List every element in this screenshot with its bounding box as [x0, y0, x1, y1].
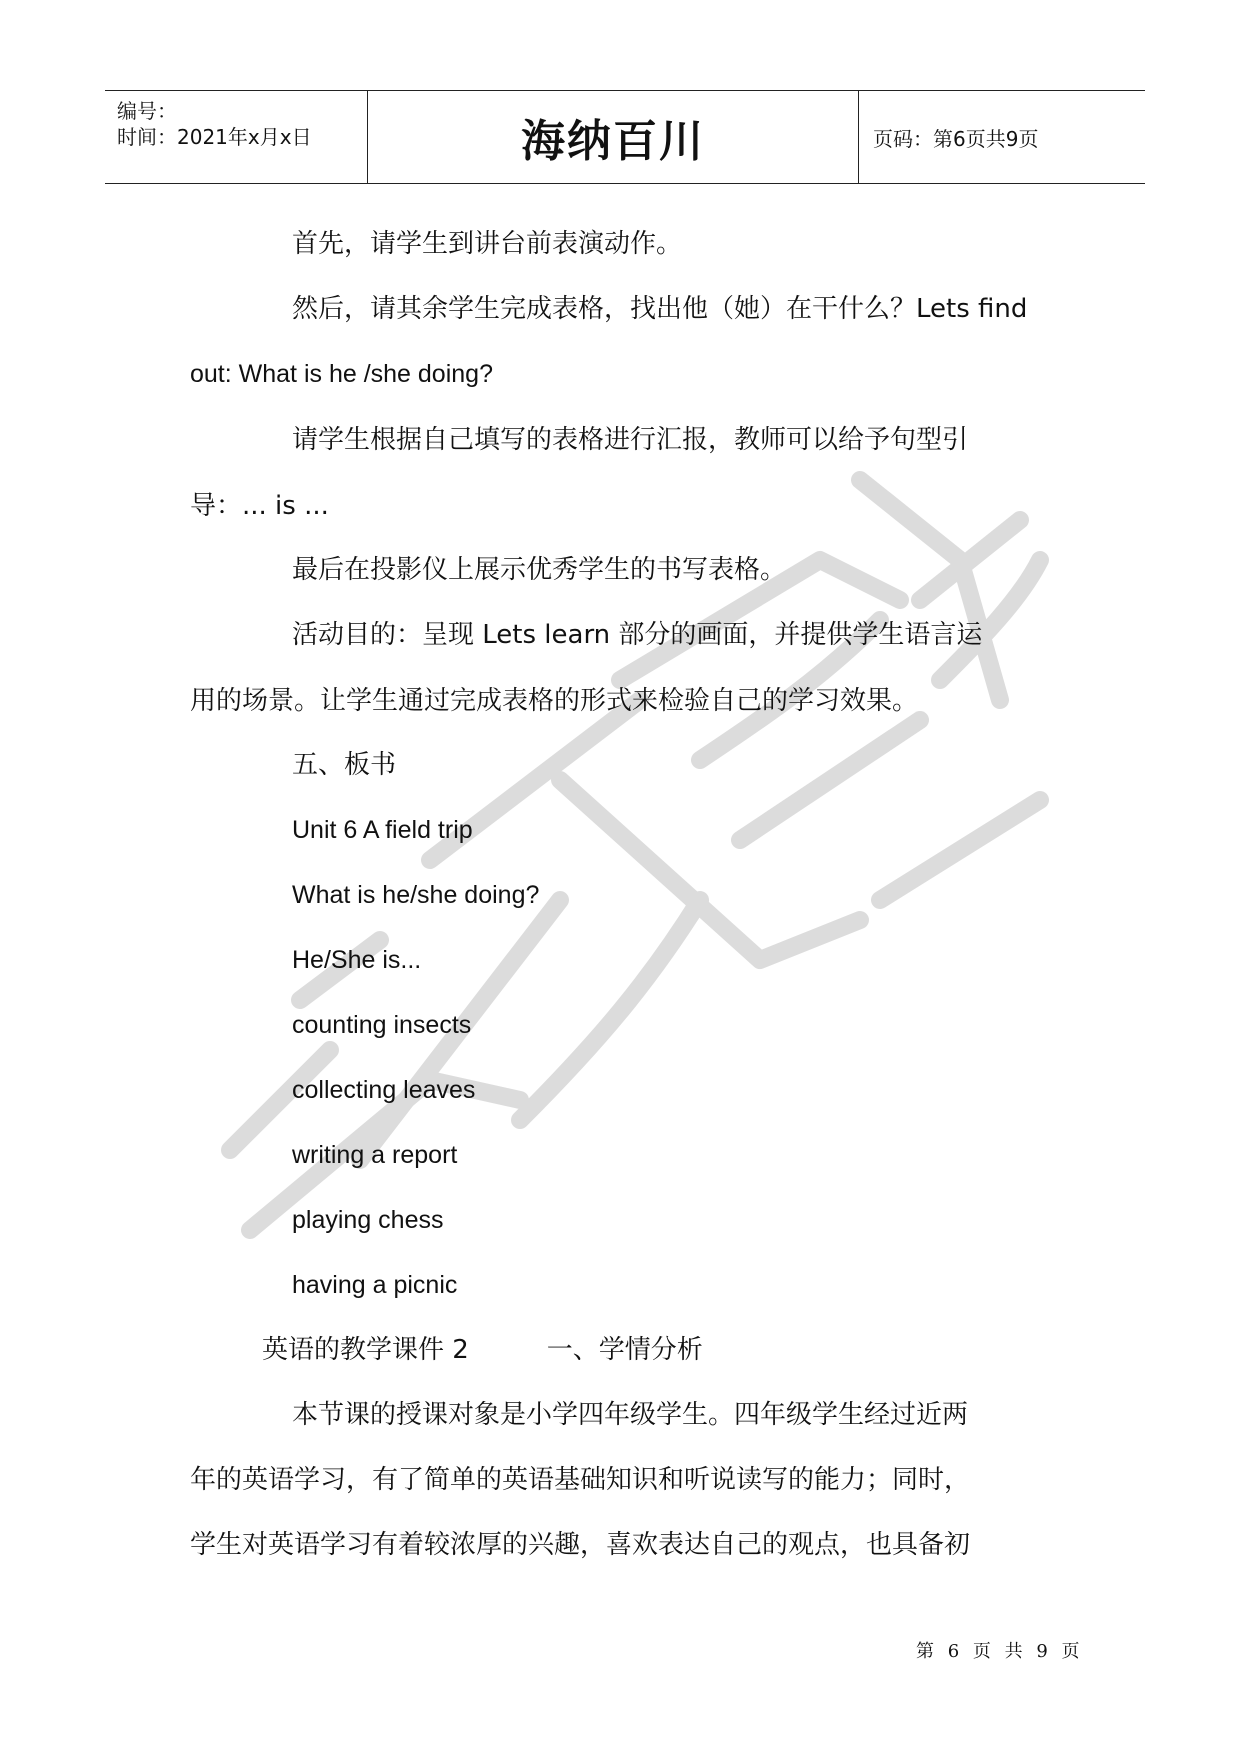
page-number-label: 页码：第6页共9页 [873, 126, 1039, 151]
paragraph-line: 活动目的：呈现 Lets learn 部分的画面，并提供学生语言运 [292, 620, 983, 650]
board-line: collecting leaves [292, 1076, 476, 1104]
document-header [105, 90, 1145, 184]
header-page-cell [859, 91, 1145, 183]
section-heading: 英语的教学课件 2 一、学情分析 [262, 1335, 703, 1365]
board-line: He/She is... [292, 946, 422, 974]
paragraph-line: 用的场景。让学生通过完成表格的形式来检验自己的学习效果。 [190, 686, 919, 716]
header-left-cell [105, 91, 368, 183]
date-label: 时间：2021年x月x日 [117, 125, 312, 149]
board-line: playing chess [292, 1206, 444, 1234]
paragraph-line: 然后，请其余学生完成表格，找出他（她）在干什么？Lets find [292, 294, 1028, 324]
section-heading: 五、板书 [292, 750, 397, 780]
paragraph-line: 最后在投影仪上展示优秀学生的书写表格。 [292, 555, 787, 585]
board-line: What is he/she doing? [292, 881, 540, 909]
board-line: Unit 6 A field trip [292, 816, 473, 844]
paragraph-line: 学生对英语学习有着较浓厚的兴趣，喜欢表达自己的观点，也具备初 [190, 1530, 971, 1560]
board-line: having a picnic [292, 1271, 458, 1299]
serial-number-label: 编号： [117, 99, 177, 123]
paragraph-line: out: What is he /she doing? [190, 360, 493, 388]
brand-title: 海纳百川 [521, 116, 705, 167]
paragraph-line: 导：... is ... [190, 491, 329, 521]
header-brand-cell [368, 91, 859, 183]
paragraph-line: 首先，请学生到讲台前表演动作。 [292, 229, 683, 259]
paragraph-line: 请学生根据自己填写的表格进行汇报，教师可以给予句型引 [292, 425, 969, 455]
paragraph-line: 年的英语学习，有了简单的英语基础知识和听说读写的能力；同时， [190, 1465, 971, 1495]
paragraph-line: 本节课的授课对象是小学四年级学生。四年级学生经过近两 [292, 1400, 969, 1430]
board-line: writing a report [292, 1141, 458, 1169]
page-footer: 第 6 页 共 9 页 [916, 1641, 1084, 1662]
board-line: counting insects [292, 1011, 472, 1039]
